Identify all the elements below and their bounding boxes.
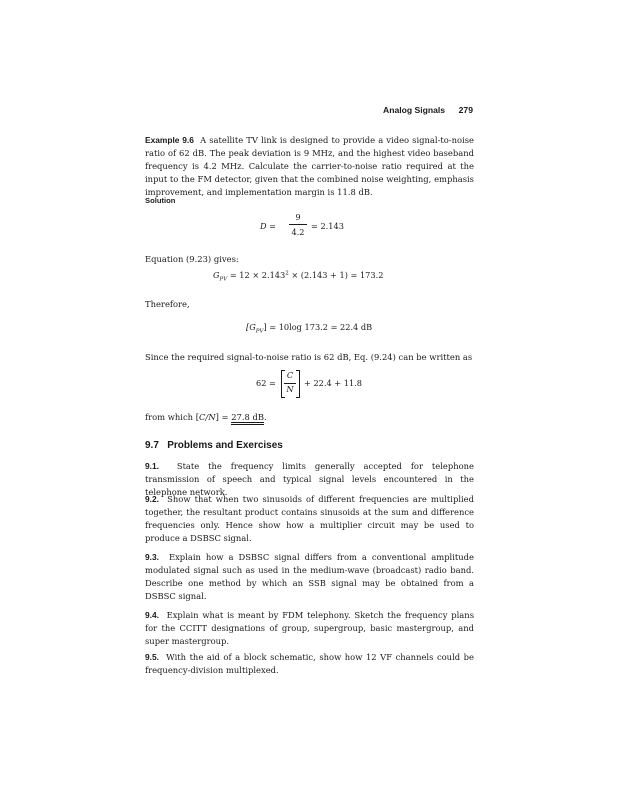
since-text: Since the required signal-to-noise ratio is 62 dB, Eq. (9.24) can be written as <box>145 352 473 362</box>
section-title: Problems and Exercises <box>167 440 283 451</box>
eq4-denominator: N <box>286 384 294 394</box>
problem-number: 9.2. <box>145 494 159 504</box>
problem-item <box>145 493 474 545</box>
section-heading <box>145 440 283 451</box>
example-paragraph <box>145 134 474 199</box>
eq1-lhs: D = <box>260 221 277 231</box>
eq2: $G_{PV} = 12 \times 2.143^2 \times (2.143 + 1) = 173.2$ <box>213 270 384 283</box>
result-line: from which [C/N] = 27.8 dB. <box>145 411 267 424</box>
eq2-intro: Equation (9.23) gives: <box>145 254 239 264</box>
problem-number: 9.1. <box>145 461 159 471</box>
eq4-right-bracket <box>296 370 300 398</box>
eq1-numerator: 9 <box>295 212 301 222</box>
problem-text: With the aid of a block schematic, show how 12 VF channels could be frequency-division multiplexed. <box>145 652 474 675</box>
eq4-lhs: 62 = <box>256 378 276 388</box>
result-value: 27.8 dB <box>231 412 264 425</box>
problem-item <box>145 609 474 648</box>
problem-number: 9.4. <box>145 610 159 620</box>
problem-number: 9.3. <box>145 552 159 562</box>
eq3: $[G_{PV}] = 10\log$ 173.2 = 22.4 dB <box>246 322 373 335</box>
running-header <box>383 105 473 115</box>
problem-item <box>145 651 474 677</box>
problem-number: 9.5. <box>145 652 159 662</box>
eq1-fraction-bar <box>289 224 307 225</box>
problem-text: State the frequency limits generally accepted for telephone transmission of speech and typical signal levels encountered in the telephone network. <box>145 461 474 497</box>
example-text: A satellite TV link is designed to provide a video signal-to-noise ratio of 62 dB. The peak deviation is 9 MHz, and the highest video baseband frequency is 4.2 MHz. Calculate the carrier-to-noise ratio required at the input to the FM detector, given that the combined noise weighting, emphasis improvement, and implementation margin is 11.8 dB. <box>145 135 475 197</box>
solution-label: Solution <box>145 196 176 205</box>
problem-item <box>145 551 474 603</box>
eq1-denominator: 4.2 <box>291 227 305 237</box>
header-title: Analog Signals <box>383 105 446 115</box>
eq1-rhs: = 2.143 <box>311 221 344 231</box>
page-number: 279 <box>458 105 473 115</box>
problem-text: Explain how a DSBSC signal differs from a conventional amplitude modulated signal such as used in the medium-wave (broadcast) radio band. Describe one method by which an SSB signal may be obtained from a DSBSC signal. <box>145 552 474 601</box>
problem-text: Show that when two sinusoids of different frequencies are multiplied together, the resultant product contains sinusoids at the sum and difference frequencies only. Hence show how a multiplier circuit may be used to produce a DSBSC signal. <box>145 494 474 543</box>
section-number: 9.7 <box>145 440 159 451</box>
problem-text: Explain what is meant by FDM telephony. Sketch the frequency plans for the CCITT designations of group, supergroup, basic mastergroup, and super mastergroup. <box>145 610 474 646</box>
therefore-text: Therefore, <box>145 299 190 309</box>
eq4-numerator: C <box>286 370 294 380</box>
eq4-tail: + 22.4 + 11.8 <box>304 378 362 388</box>
example-label: Example 9.6 <box>145 135 194 145</box>
